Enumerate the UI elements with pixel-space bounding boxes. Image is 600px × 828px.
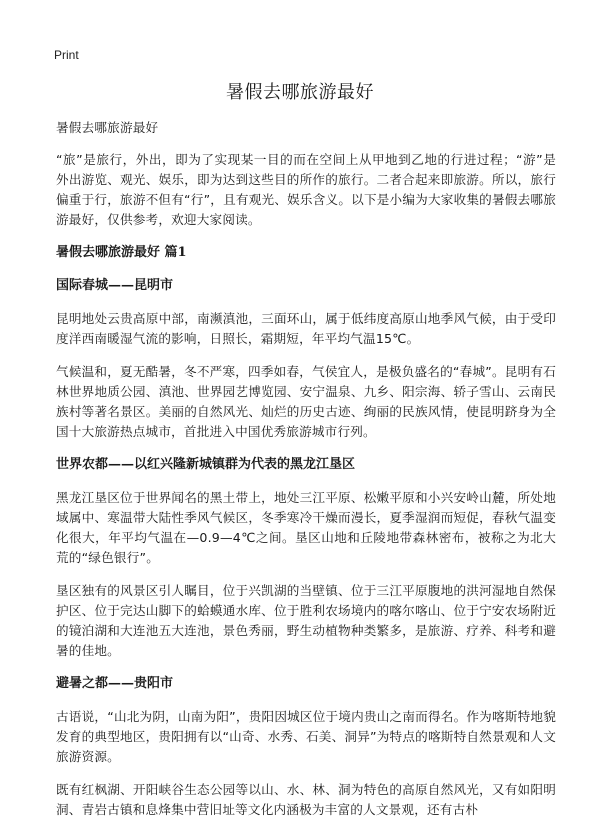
paragraph-guiyang-2: 既有红枫湖、开阳峡谷生态公园等以山、水、林、洞为特色的高原自然风光，又有如阳明洞、青岩古镇和息烽集中营旧址等文化内涵极为丰富的人文景观，还有古朴 [56, 782, 556, 817]
section-title: 暑假去哪旅游最好 篇1 [56, 245, 187, 260]
article-body [56, 118, 556, 828]
print-link[interactable]: Print [54, 48, 79, 62]
paragraph-kunming-1: 昆明地处云贵高原中部，南濒滇池，三面环山，属于低纬度高原山地季风气候，由于受印度洋西南暖湿气流的影响，日照长，霜期短，年平均气温15℃。 [56, 311, 556, 346]
section-heading-guiyang: 避暑之都——贵阳市 [56, 676, 174, 691]
page-title: 暑假去哪旅游最好 [226, 82, 374, 103]
section-heading-kunming: 国际春城——昆明市 [56, 278, 174, 293]
paragraph-guiyang-1: 古语说，“山北为阴，山南为阳”，贵阳因城区位于境内贵山之南而得名。作为喀斯特地貌发育的典型地区，贵阳拥有以“山奇、水秀、石美、洞异”为特点的喀斯特自然景观和人文旅游资源。 [56, 709, 556, 764]
article-subtitle: 暑假去哪旅游最好 [56, 120, 159, 135]
section-heading-heilongjiang: 世界农都——以红兴隆新城镇群为代表的黑龙江垦区 [56, 457, 356, 472]
paragraph-heilongjiang-2: 垦区独有的风景区引人瞩目，位于兴凯湖的当壁镇、位于三江平原腹地的洪河湿地自然保护区、位于完达山脚下的蛤蟆通水库、位于胜利农场境内的喀尔喀山、位于宁安农场附近的镜泊湖和大连池五大连池，景色秀丽，野生动植物种类繁多，是旅游、疗养、科考和避暑的佳地。 [56, 583, 556, 658]
intro-paragraph: “旅”是旅行，外出，即为了实现某一目的而在空间上从甲地到乙地的行进过程；“游”是外出游览、观光、娱乐，即为达到这些目的所作的旅行。二者合起来即旅游。所以，旅行偏重于行，旅游不但有“行”，且有观光、娱乐含义。以下是小编为大家收集的暑假去哪旅游最好，仅供参考，欢迎大家阅读。 [56, 152, 556, 227]
paragraph-heilongjiang-1: 黑龙江垦区位于世界闻名的黑土带上，地处三江平原、松嫩平原和小兴安岭山麓，所处地域属中、寒温带大陆性季风气候区，冬季寒冷干燥而漫长，夏季湿润而短促，春秋气温变化很大，年平均气温在—0.9—4℃之间。垦区山地和丘陵地带森林密布，被称之为北大荒的“绿色银行”。 [56, 490, 556, 565]
paragraph-kunming-2: 气候温和，夏无酷暑，冬不严寒，四季如春，气侯宜人，是极负盛名的“春城”。昆明有石林世界地质公园、滇池、世界园艺博览园、安宁温泉、九乡、阳宗海、轿子雪山、云南民族村等著名景区。美丽的自然风光、灿烂的历史古迹、绚丽的民族风情，使昆明跻身为全国十大旅游热点城市，首批进入中国优秀旅游城市行列。 [56, 364, 556, 439]
